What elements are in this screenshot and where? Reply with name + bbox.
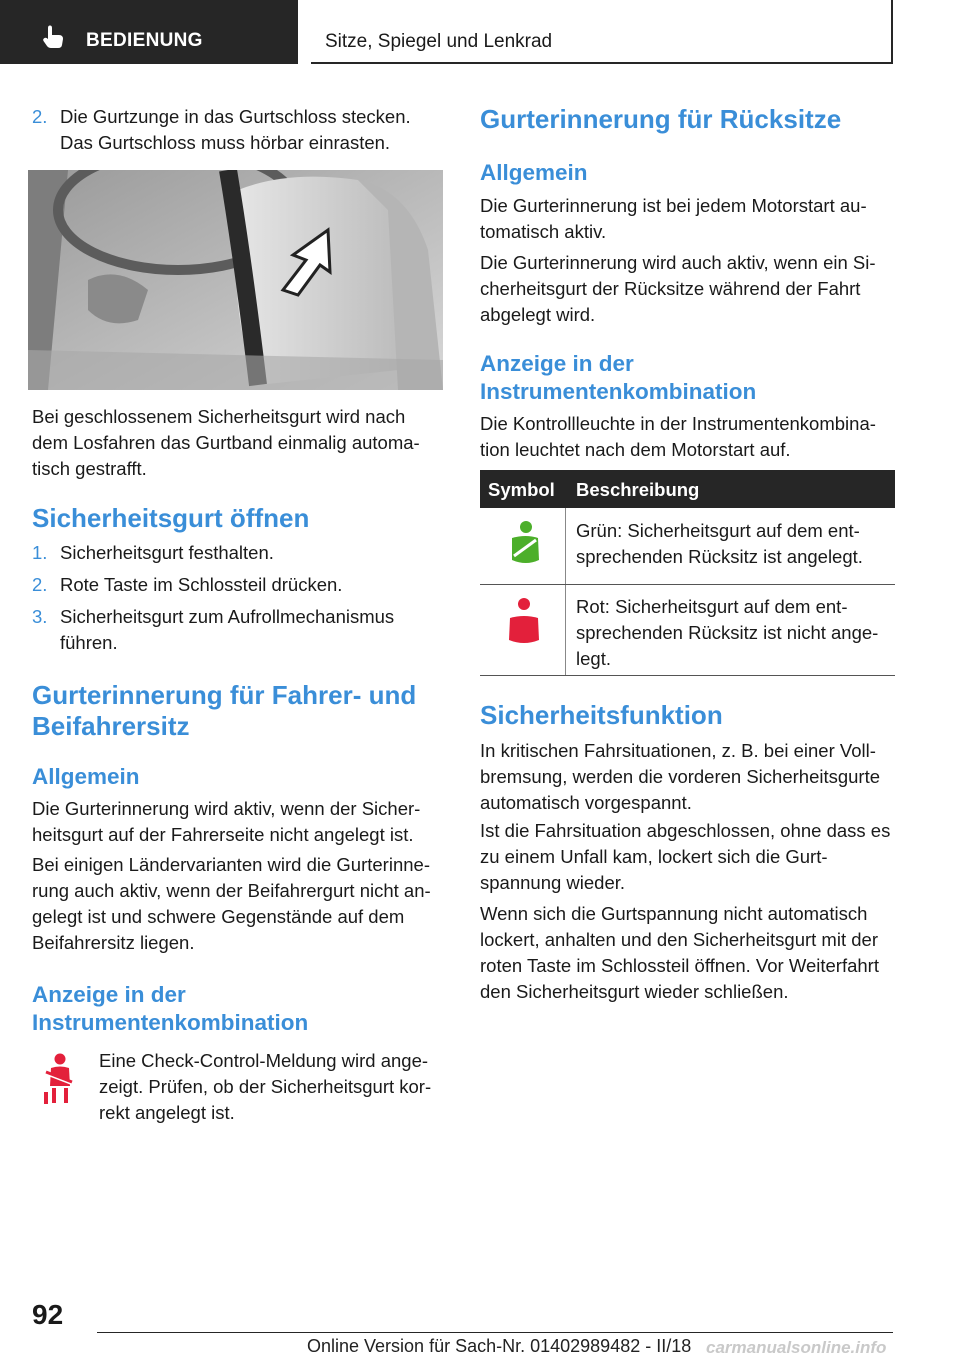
- photo-caption-paragraph: Bei geschlossenem Sicherheitsgurt wird nach dem Losfahren das Gurtband einmalig automatisch gestrafft.: [32, 406, 420, 479]
- rear-general-paragraph-2: Die Gurterinnerung wird auch aktiv, wenn ein Sicherheitsgurt der Rücksitze während der Fahrt abgelegt wird.: [480, 252, 876, 325]
- step-number: 2.: [32, 574, 48, 595]
- step-number: 2.: [32, 106, 48, 127]
- step-2: [32, 104, 444, 156]
- general-paragraph-1: Die Gurterinnerung wird aktiv, wenn der Sicherheitsgurt auf der Fahrerseite nicht angelegt ist.: [32, 798, 421, 845]
- rear-reminder-heading: Gurterinnerung für Rücksitze: [480, 104, 842, 134]
- rear-display-text: Die Kontrollleuchte in der Instrumentenkombination leuchtet nach dem Motorstart auf.: [480, 413, 876, 460]
- table-row-green-text: Grün: Sicherheitsgurt auf dem entsprechenden Rücksitz ist angelegt.: [576, 520, 863, 567]
- green-seat-person-icon: [504, 520, 544, 568]
- safety-paragraph-2: Ist die Fahrsituation abgeschlossen, ohne dass es zu einem Unfall kam, lockert sich die Gurtspannung wieder.: [480, 820, 891, 893]
- section-tab: [0, 0, 298, 64]
- general-subheading: Allgemein: [32, 764, 140, 789]
- footer-rule: [97, 1332, 893, 1333]
- open-seatbelt-heading: Sicherheitsgurt öffnen: [32, 503, 310, 533]
- safety-paragraph-3: Wenn sich die Gurtspannung nicht automatisch lockert, anhalten und den Sicherheitsgurt mit der roten Taste im Schlossteil öffnen. Vor Weiterfahrt den Sicherheitsgurt wieder schließen.: [480, 903, 879, 1002]
- general-paragraph-2: Bei einigen Ländervarianten wird die Gurterinnerung auch aktiv, wenn der Beifahrergurt nicht angelegt ist und schwere Gegenstände auf dem Beifahrersitz liegen.: [32, 854, 431, 953]
- display-text: Eine Check-Control-Meldung wird angezeigt. Prüfen, ob der Sicherheitsgurt korrekt angelegt ist.: [99, 1050, 432, 1123]
- step-text: Sicherheitsgurt zum Aufrollmechanismus führen.: [60, 606, 395, 653]
- open-step-3: [32, 604, 444, 656]
- safety-function-heading: Sicherheitsfunktion: [480, 700, 723, 730]
- display-subheading: Anzeige in der Instrumentenkombination: [32, 982, 309, 1035]
- step-text: Die Gurtzunge in das Gurtschloss stecken. Das Gurtschloss muss hörbar einrasten.: [60, 106, 411, 153]
- step-number: 1.: [32, 542, 48, 563]
- seatbelt-photo: [28, 170, 443, 390]
- red-seat-person-icon: [504, 596, 544, 646]
- seat-photo-illustration: [28, 170, 443, 390]
- step-number: 3.: [32, 606, 48, 627]
- rear-display-subheading: Anzeige in der Instrumentenkombination: [480, 351, 757, 404]
- page-number: 92: [32, 1299, 64, 1330]
- chapter-header: [311, 0, 893, 64]
- open-step-2: [32, 572, 444, 598]
- rear-general-subheading: Allgemein: [480, 160, 588, 185]
- step-text: Rote Taste im Schlossteil drücken.: [60, 574, 343, 595]
- chapter-title: Sitze, Spiegel und Lenkrad: [325, 31, 553, 52]
- seatbelt-warning-icon: [42, 1052, 78, 1106]
- open-step-1: [32, 540, 444, 566]
- watermark: carmanualsonline.info: [706, 1338, 887, 1357]
- section-title: BEDIENUNG: [86, 30, 203, 51]
- step-text: Sicherheitsgurt festhalten.: [60, 542, 274, 563]
- online-version-note: Online Version für Sach-Nr. 01402989482 - II/18: [307, 1336, 692, 1356]
- driver-reminder-heading: Gurterinnerung für Fahrer- und Beifahrersitz: [32, 680, 417, 741]
- table-header: [480, 470, 895, 508]
- hand-pointer-icon: [42, 25, 64, 49]
- safety-paragraph-1: In kritischen Fahrsituationen, z. B. bei einer Vollbremsung, werden die vorderen Sicherheitsgurte automatisch vorgespannt.: [480, 740, 881, 813]
- col-description-header: Beschreibung: [576, 479, 700, 500]
- col-symbol-header: Symbol: [488, 479, 555, 500]
- rear-general-paragraph-1: Die Gurterinnerung ist bei jedem Motorstart automatisch aktiv.: [480, 195, 867, 242]
- table-row-red-text: Rot: Sicherheitsgurt auf dem entsprechenden Rücksitz ist nicht angelegt.: [576, 596, 879, 669]
